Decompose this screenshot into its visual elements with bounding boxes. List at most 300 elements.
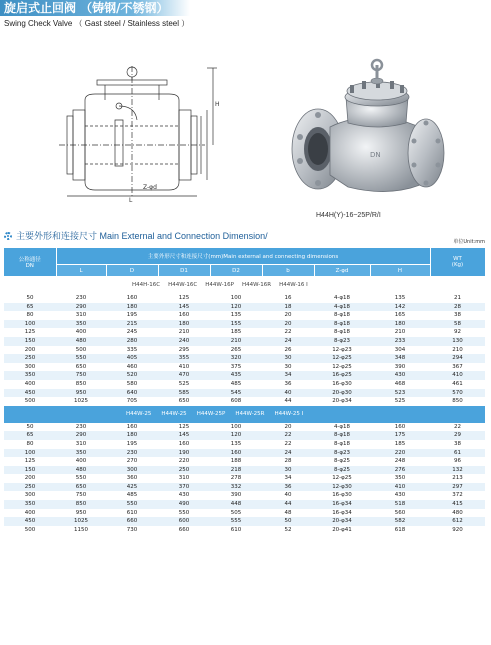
table-cell: 165 bbox=[370, 311, 430, 320]
table-cell: 480 bbox=[56, 337, 106, 346]
wt-cell: 21 bbox=[430, 294, 485, 303]
table-cell: 20-φ30 bbox=[314, 389, 370, 398]
dimension-table bbox=[4, 248, 486, 534]
column-header: H bbox=[370, 265, 430, 277]
table-cell: 8-φ25 bbox=[314, 457, 370, 466]
table-cell: 410 bbox=[370, 483, 430, 492]
table-cell: 180 bbox=[106, 303, 158, 312]
table-cell: 30 bbox=[262, 354, 314, 363]
wt-cell: 372 bbox=[430, 491, 485, 500]
table-cell: 610 bbox=[106, 509, 158, 518]
table-cell: 40 bbox=[262, 491, 314, 500]
table-cell: 18 bbox=[262, 303, 314, 312]
column-header: D bbox=[106, 265, 158, 277]
table-cell: 160 bbox=[158, 311, 210, 320]
table-cell: 100 bbox=[210, 294, 262, 303]
table-cell: 375 bbox=[210, 363, 262, 372]
wt-cell: 92 bbox=[430, 328, 485, 337]
table-cell: 550 bbox=[56, 474, 106, 483]
model-code: H44W-25R bbox=[235, 411, 265, 418]
model-code: H44W-16C bbox=[168, 282, 198, 288]
dn-cell: 80 bbox=[4, 311, 56, 320]
table-cell: 448 bbox=[210, 500, 262, 509]
model-row bbox=[4, 276, 485, 294]
table-cell: 550 bbox=[56, 354, 106, 363]
wt-cell: 297 bbox=[430, 483, 485, 492]
table-cell: 250 bbox=[158, 466, 210, 475]
wt-cell: 480 bbox=[430, 509, 485, 518]
wt-header-label: WT bbox=[453, 256, 462, 262]
table-cell: 430 bbox=[158, 491, 210, 500]
table-cell: 8-φ23 bbox=[314, 337, 370, 346]
table-cell: 220 bbox=[158, 457, 210, 466]
table-cell: 50 bbox=[262, 517, 314, 526]
wt-cell: 38 bbox=[430, 311, 485, 320]
table-cell: 332 bbox=[210, 483, 262, 492]
table-cell: 180 bbox=[158, 320, 210, 329]
table-cell: 425 bbox=[106, 483, 158, 492]
table-cell: 390 bbox=[370, 363, 430, 372]
table-cell: 310 bbox=[56, 311, 106, 320]
table-cell: 190 bbox=[158, 449, 210, 458]
table-cell: 233 bbox=[370, 337, 430, 346]
table-row bbox=[4, 457, 485, 466]
dn-cell: 350 bbox=[4, 371, 56, 380]
table-cell: 360 bbox=[106, 474, 158, 483]
table-cell: 52 bbox=[262, 526, 314, 535]
table-cell: 525 bbox=[158, 380, 210, 389]
dim-label-h: H bbox=[215, 101, 220, 108]
table-cell: 350 bbox=[370, 474, 430, 483]
table-row bbox=[4, 423, 485, 432]
table-cell: 555 bbox=[210, 517, 262, 526]
dn-header bbox=[4, 248, 56, 276]
column-header: L bbox=[56, 265, 106, 277]
table-cell: 16-φ30 bbox=[314, 491, 370, 500]
table-cell: 34 bbox=[262, 474, 314, 483]
dn-cell: 350 bbox=[4, 500, 56, 509]
column-header: D1 bbox=[158, 265, 210, 277]
dn-header-en: DN bbox=[25, 263, 34, 269]
table-cell: 850 bbox=[56, 500, 106, 509]
table-cell: 16-φ30 bbox=[314, 380, 370, 389]
table-cell: 40 bbox=[262, 389, 314, 398]
table-cell: 1025 bbox=[56, 517, 106, 526]
table-cell: 44 bbox=[262, 500, 314, 509]
table-cell: 230 bbox=[56, 423, 106, 432]
table-cell: 16-φ34 bbox=[314, 509, 370, 518]
table-cell: 335 bbox=[106, 346, 158, 355]
table-cell: 520 bbox=[106, 371, 158, 380]
table-row bbox=[4, 354, 485, 363]
model-code: H44W-16P bbox=[205, 282, 234, 288]
table-cell: 12-φ25 bbox=[314, 474, 370, 483]
table-cell: 730 bbox=[106, 526, 158, 535]
table-cell: 20 bbox=[262, 423, 314, 432]
dn-cell: 250 bbox=[4, 354, 56, 363]
table-cell: 320 bbox=[210, 354, 262, 363]
table-row bbox=[4, 466, 485, 475]
dn-cell: 500 bbox=[4, 526, 56, 535]
wt-cell: 850 bbox=[430, 397, 485, 406]
table-cell: 195 bbox=[106, 311, 158, 320]
dn-cell: 100 bbox=[4, 320, 56, 329]
table-row bbox=[4, 449, 485, 458]
dn-cell: 450 bbox=[4, 389, 56, 398]
model-code: H44W-25 bbox=[161, 411, 187, 418]
table-cell: 12-φ25 bbox=[314, 363, 370, 372]
table-cell: 1025 bbox=[56, 397, 106, 406]
table-cell: 142 bbox=[370, 303, 430, 312]
table-cell: 525 bbox=[370, 397, 430, 406]
wt-cell: 410 bbox=[430, 371, 485, 380]
table-cell: 435 bbox=[210, 371, 262, 380]
model-row bbox=[4, 406, 485, 423]
table-row bbox=[4, 483, 485, 492]
table-row bbox=[4, 294, 485, 303]
table-cell: 600 bbox=[158, 517, 210, 526]
dim-label-z: Z-φd bbox=[143, 184, 157, 191]
table-cell: 610 bbox=[210, 526, 262, 535]
table-cell: 304 bbox=[370, 346, 430, 355]
table-cell: 220 bbox=[370, 449, 430, 458]
table-cell: 8-φ18 bbox=[314, 440, 370, 449]
table-cell: 468 bbox=[370, 380, 430, 389]
table-cell: 22 bbox=[262, 328, 314, 337]
gear-icon bbox=[4, 232, 12, 240]
column-header: b bbox=[262, 265, 314, 277]
table-cell: 20-φ41 bbox=[314, 526, 370, 535]
table-cell: 210 bbox=[370, 328, 430, 337]
table-cell: 290 bbox=[56, 431, 106, 440]
table-row bbox=[4, 474, 485, 483]
dn-cell: 65 bbox=[4, 431, 56, 440]
page-subtitle: Swing Check Valve （ Gast steel / Stainless steel ） bbox=[4, 19, 190, 28]
wt-cell: 294 bbox=[430, 354, 485, 363]
table-cell: 30 bbox=[262, 363, 314, 372]
table-cell: 660 bbox=[158, 526, 210, 535]
table-cell: 180 bbox=[106, 431, 158, 440]
wt-cell: 461 bbox=[430, 380, 485, 389]
table-cell: 8-φ18 bbox=[314, 320, 370, 329]
table-cell: 8-φ25 bbox=[314, 466, 370, 475]
table-cell: 545 bbox=[210, 389, 262, 398]
dim-label-l: L bbox=[129, 197, 133, 202]
table-row bbox=[4, 328, 485, 337]
table-cell: 278 bbox=[210, 474, 262, 483]
table-cell: 485 bbox=[210, 380, 262, 389]
table-cell: 618 bbox=[370, 526, 430, 535]
table-cell: 135 bbox=[370, 294, 430, 303]
table-cell: 12-φ25 bbox=[314, 354, 370, 363]
wt-cell: 61 bbox=[430, 449, 485, 458]
table-cell: 175 bbox=[370, 431, 430, 440]
table-cell: 230 bbox=[106, 449, 158, 458]
table-cell: 8-φ18 bbox=[314, 431, 370, 440]
wt-header bbox=[430, 248, 485, 276]
table-cell: 585 bbox=[158, 389, 210, 398]
table-cell: 160 bbox=[210, 449, 262, 458]
dn-cell: 300 bbox=[4, 491, 56, 500]
table-cell: 650 bbox=[56, 363, 106, 372]
table-row bbox=[4, 337, 485, 346]
table-cell: 160 bbox=[158, 440, 210, 449]
table-cell: 582 bbox=[370, 517, 430, 526]
table-cell: 26 bbox=[262, 346, 314, 355]
column-header: Z-φd bbox=[314, 265, 370, 277]
model-list bbox=[106, 276, 370, 294]
table-cell: 950 bbox=[56, 389, 106, 398]
table-cell: 145 bbox=[158, 303, 210, 312]
main-header: 主要外形尺寸和连接尺寸(mm)Main external and connecting dimensions bbox=[56, 248, 430, 265]
dn-cell: 100 bbox=[4, 449, 56, 458]
table-cell: 705 bbox=[106, 397, 158, 406]
table-cell: 660 bbox=[106, 517, 158, 526]
wt-cell: 29 bbox=[430, 431, 485, 440]
dn-cell: 200 bbox=[4, 346, 56, 355]
table-cell: 276 bbox=[370, 466, 430, 475]
table-row bbox=[4, 440, 485, 449]
table-cell: 240 bbox=[158, 337, 210, 346]
wt-cell: 367 bbox=[430, 363, 485, 372]
model-code: H44W-16R bbox=[241, 282, 272, 288]
table-row bbox=[4, 389, 485, 398]
table-cell: 460 bbox=[106, 363, 158, 372]
table-cell: 135 bbox=[210, 311, 262, 320]
table-cell: 850 bbox=[56, 380, 106, 389]
table-cell: 518 bbox=[370, 500, 430, 509]
table-cell: 48 bbox=[262, 509, 314, 518]
table-cell: 20-φ34 bbox=[314, 397, 370, 406]
table-cell: 1150 bbox=[56, 526, 106, 535]
table-cell: 245 bbox=[106, 328, 158, 337]
table-row bbox=[4, 491, 485, 500]
table-cell: 24 bbox=[262, 449, 314, 458]
table-cell: 650 bbox=[56, 483, 106, 492]
table-cell: 430 bbox=[370, 371, 430, 380]
wt-cell: 570 bbox=[430, 389, 485, 398]
model-row-spacer bbox=[370, 276, 485, 294]
table-cell: 34 bbox=[262, 371, 314, 380]
table-cell: 36 bbox=[262, 380, 314, 389]
table-cell: 300 bbox=[106, 466, 158, 475]
table-cell: 560 bbox=[370, 509, 430, 518]
table-cell: 20-φ34 bbox=[314, 517, 370, 526]
table-row bbox=[4, 526, 485, 535]
valve-product-photo bbox=[288, 57, 453, 207]
column-header: D2 bbox=[210, 265, 262, 277]
dn-cell: 200 bbox=[4, 474, 56, 483]
dn-cell: 150 bbox=[4, 466, 56, 475]
svg-text:DN: DN bbox=[370, 151, 381, 159]
wt-cell: 22 bbox=[430, 423, 485, 432]
table-cell: 350 bbox=[56, 449, 106, 458]
table-cell: 8-φ18 bbox=[314, 328, 370, 337]
table-cell: 470 bbox=[158, 371, 210, 380]
wt-cell: 96 bbox=[430, 457, 485, 466]
table-row bbox=[4, 311, 485, 320]
model-code: H44W-25 bbox=[126, 411, 152, 418]
dn-cell: 50 bbox=[4, 423, 56, 432]
table-cell: 750 bbox=[56, 371, 106, 380]
table-cell: 20 bbox=[262, 311, 314, 320]
model-code: H44H-16C bbox=[132, 282, 161, 288]
table-cell: 310 bbox=[158, 474, 210, 483]
wt-cell: 612 bbox=[430, 517, 485, 526]
table-cell: 185 bbox=[210, 328, 262, 337]
table-row bbox=[4, 363, 485, 372]
table-row bbox=[4, 397, 485, 406]
table-row bbox=[4, 371, 485, 380]
dn-cell: 250 bbox=[4, 483, 56, 492]
dn-cell: 400 bbox=[4, 509, 56, 518]
table-cell: 22 bbox=[262, 431, 314, 440]
model-list bbox=[106, 406, 370, 423]
table-cell: 410 bbox=[158, 363, 210, 372]
table-cell: 16 bbox=[262, 294, 314, 303]
table-cell: 145 bbox=[158, 431, 210, 440]
wt-cell: 213 bbox=[430, 474, 485, 483]
table-row bbox=[4, 509, 485, 518]
table-cell: 485 bbox=[106, 491, 158, 500]
table-cell: 270 bbox=[106, 457, 158, 466]
table-cell: 390 bbox=[210, 491, 262, 500]
table-cell: 16-φ25 bbox=[314, 371, 370, 380]
table-cell: 160 bbox=[106, 294, 158, 303]
table-cell: 218 bbox=[210, 466, 262, 475]
table-cell: 230 bbox=[56, 294, 106, 303]
dn-cell: 50 bbox=[4, 294, 56, 303]
table-cell: 608 bbox=[210, 397, 262, 406]
table-cell: 430 bbox=[370, 491, 430, 500]
wt-header-unit: (Kg) bbox=[451, 262, 464, 268]
table-cell: 30 bbox=[262, 466, 314, 475]
wt-cell: 415 bbox=[430, 500, 485, 509]
dn-cell: 125 bbox=[4, 457, 56, 466]
table-cell: 370 bbox=[158, 483, 210, 492]
model-row-spacer bbox=[4, 406, 106, 423]
table-cell: 310 bbox=[56, 440, 106, 449]
dn-cell: 450 bbox=[4, 517, 56, 526]
table-cell: 180 bbox=[370, 320, 430, 329]
table-cell: 350 bbox=[56, 320, 106, 329]
table-cell: 100 bbox=[210, 423, 262, 432]
table-cell: 4-φ18 bbox=[314, 303, 370, 312]
unit-label: 单位Unit:mm bbox=[453, 239, 485, 245]
table-row bbox=[4, 303, 485, 312]
wt-cell: 28 bbox=[430, 303, 485, 312]
table-cell: 20 bbox=[262, 320, 314, 329]
dn-cell: 400 bbox=[4, 380, 56, 389]
model-row-spacer bbox=[370, 406, 485, 423]
table-cell: 125 bbox=[158, 423, 210, 432]
table-cell: 550 bbox=[158, 509, 210, 518]
wt-cell: 210 bbox=[430, 346, 485, 355]
dn-cell: 65 bbox=[4, 303, 56, 312]
table-cell: 505 bbox=[210, 509, 262, 518]
table-cell: 640 bbox=[106, 389, 158, 398]
table-cell: 950 bbox=[56, 509, 106, 518]
dn-cell: 500 bbox=[4, 397, 56, 406]
table-cell: 155 bbox=[210, 320, 262, 329]
table-cell: 500 bbox=[56, 346, 106, 355]
table-cell: 480 bbox=[56, 466, 106, 475]
table-cell: 8-φ23 bbox=[314, 449, 370, 458]
table-cell: 405 bbox=[106, 354, 158, 363]
wt-cell: 58 bbox=[430, 320, 485, 329]
table-row bbox=[4, 346, 485, 355]
table-cell: 280 bbox=[106, 337, 158, 346]
wt-cell: 130 bbox=[430, 337, 485, 346]
table-cell: 210 bbox=[158, 328, 210, 337]
wt-cell: 38 bbox=[430, 440, 485, 449]
table-cell: 750 bbox=[56, 491, 106, 500]
table-cell: 188 bbox=[210, 457, 262, 466]
wt-cell: 920 bbox=[430, 526, 485, 535]
table-row bbox=[4, 517, 485, 526]
table-cell: 120 bbox=[210, 303, 262, 312]
table-cell: 120 bbox=[210, 431, 262, 440]
section-heading-text: 主要外形和连接尺寸 Main External and Connection Dimension/ bbox=[16, 231, 268, 241]
table-cell: 580 bbox=[106, 380, 158, 389]
table-row bbox=[4, 320, 485, 329]
section-heading bbox=[4, 229, 268, 242]
table-cell: 265 bbox=[210, 346, 262, 355]
table-cell: 490 bbox=[158, 500, 210, 509]
model-code: H44W-16 I bbox=[279, 282, 308, 288]
table-cell: 650 bbox=[158, 397, 210, 406]
dn-cell: 300 bbox=[4, 363, 56, 372]
table-cell: 523 bbox=[370, 389, 430, 398]
table-cell: 550 bbox=[106, 500, 158, 509]
dn-cell: 125 bbox=[4, 328, 56, 337]
table-cell: 195 bbox=[106, 440, 158, 449]
table-row bbox=[4, 380, 485, 389]
photo-caption: H44H(Y)-16~25P/R/I bbox=[316, 212, 381, 219]
table-row bbox=[4, 500, 485, 509]
table-cell: 24 bbox=[262, 337, 314, 346]
model-code: H44W-25P bbox=[196, 411, 226, 418]
table-cell: 4-φ18 bbox=[314, 294, 370, 303]
table-cell: 400 bbox=[56, 328, 106, 337]
table-cell: 4-φ18 bbox=[314, 423, 370, 432]
table-cell: 12-φ30 bbox=[314, 483, 370, 492]
table-cell: 125 bbox=[158, 294, 210, 303]
table-cell: 16-φ34 bbox=[314, 500, 370, 509]
table-cell: 160 bbox=[106, 423, 158, 432]
table-cell: 135 bbox=[210, 440, 262, 449]
valve-technical-drawing bbox=[45, 62, 235, 202]
model-code: H44W-25 I bbox=[274, 411, 304, 418]
wt-cell: 132 bbox=[430, 466, 485, 475]
table-cell: 348 bbox=[370, 354, 430, 363]
table-cell: 8-φ18 bbox=[314, 311, 370, 320]
table-cell: 36 bbox=[262, 483, 314, 492]
dn-cell: 150 bbox=[4, 337, 56, 346]
table-row bbox=[4, 431, 485, 440]
table-cell: 22 bbox=[262, 440, 314, 449]
table-cell: 290 bbox=[56, 303, 106, 312]
table-cell: 185 bbox=[370, 440, 430, 449]
table-cell: 12-φ23 bbox=[314, 346, 370, 355]
table-cell: 44 bbox=[262, 397, 314, 406]
model-row-spacer bbox=[4, 276, 106, 294]
table-cell: 160 bbox=[370, 423, 430, 432]
table-cell: 248 bbox=[370, 457, 430, 466]
table-cell: 400 bbox=[56, 457, 106, 466]
dn-header-cn: 公称通径 bbox=[18, 257, 41, 263]
table-cell: 210 bbox=[210, 337, 262, 346]
